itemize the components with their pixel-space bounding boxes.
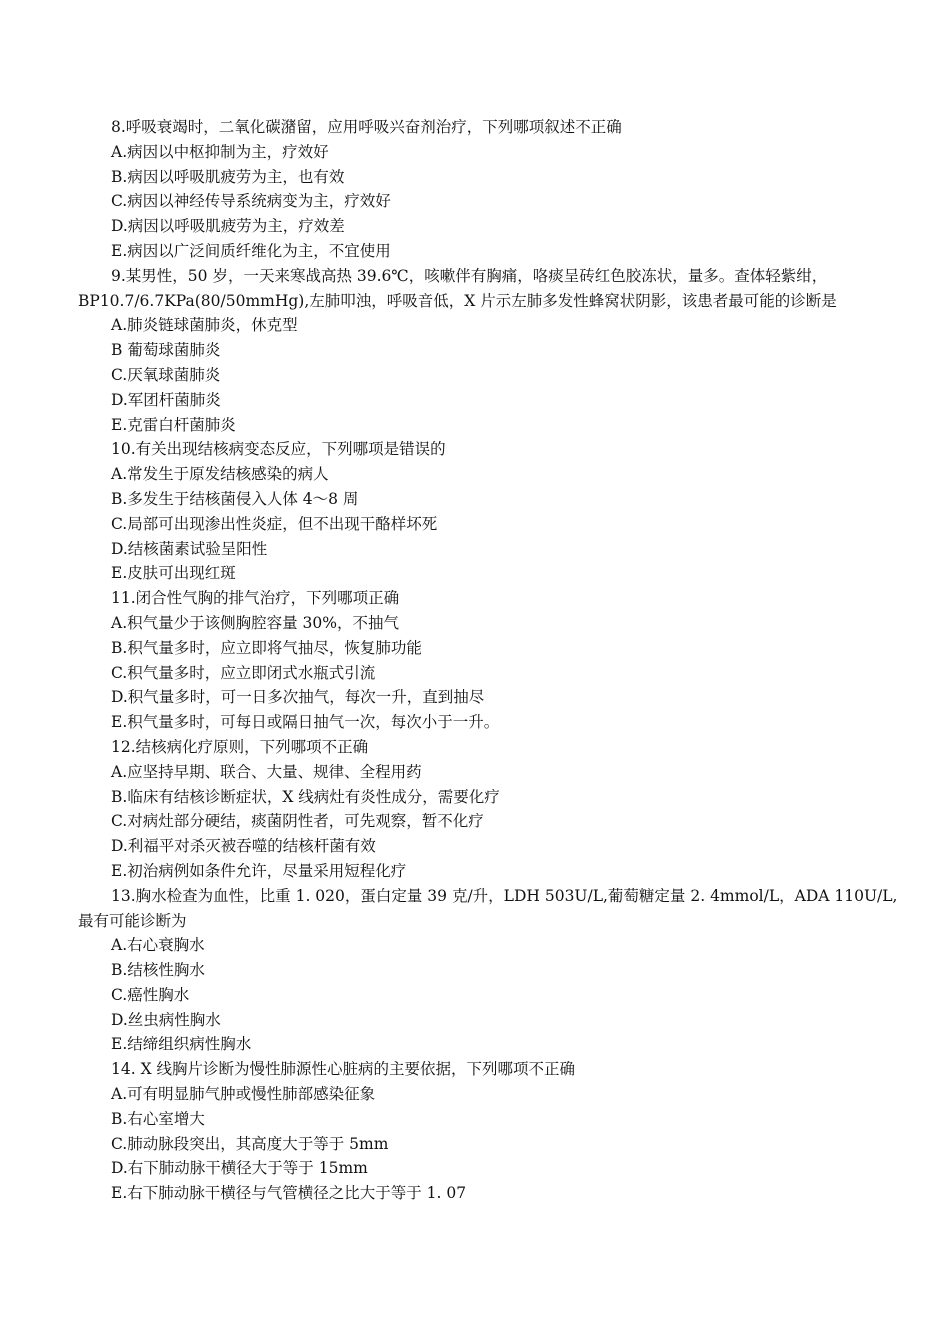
option-d: D.利福平对杀灭被吞噬的结核杆菌有效	[111, 837, 376, 856]
option-d: D.丝虫病性胸水	[111, 1010, 221, 1029]
option-e: E.右下肺动脉干横径与气管横径之比大于等于 1. 07	[111, 1184, 467, 1203]
option-c: C.局部可出现渗出性炎症，但不出现干酪样坏死	[111, 514, 438, 533]
option-e: E.皮肤可出现红斑	[111, 564, 236, 583]
option-d: D.右下肺动脉干横径大于等于 15mm	[111, 1159, 368, 1178]
question-8	[78, 115, 878, 264]
option-a: A.病因以中枢抑制为主，疗效好	[111, 142, 329, 161]
question-stem: 9.某男性，50 岁，一天来寒战高热 39.6℃，咳嗽伴有胸痛，咯痰呈砖红色胶冻状，量多。查体轻紫绀，	[111, 266, 828, 285]
question-stem: 11.闭合性气胸的排气治疗，下列哪项正确	[111, 589, 400, 608]
question-11	[78, 586, 878, 735]
option-c: C.病因以神经传导系统病变为主，疗效好	[111, 192, 391, 211]
option-b: B.结核性胸水	[111, 961, 205, 980]
option-b: B.多发生于结核菌侵入人体 4～8 周	[111, 489, 359, 508]
option-b: B 葡萄球菌肺炎	[111, 341, 221, 360]
question-14	[78, 1057, 878, 1206]
question-stem-continued: BP10.7/6.7KPa(80/50mmHg),左肺叩浊，呼吸音低，X 片示左肺多发性蜂窝状阴影，该患者最可能的诊断是	[78, 291, 837, 310]
question-stem: 14. X 线胸片诊断为慢性肺源性心脏病的主要依据，下列哪项不正确	[111, 1060, 576, 1079]
option-a: A.应坚持早期、联合、大量、规律、全程用药	[111, 762, 422, 781]
option-a: A.肺炎链球菌肺炎，休克型	[111, 316, 298, 335]
option-e: E.积气量多时，可每日或隔日抽气一次，每次小于一升。	[111, 713, 500, 732]
option-c: C.积气量多时，应立即闭式水瓶式引流	[111, 663, 376, 682]
question-9	[78, 264, 878, 438]
option-e: E.病因以广泛间质纤维化为主，不宜使用	[111, 241, 391, 260]
question-stem: 13.胸水检查为血性，比重 1. 020，蛋白定量 39 克/升，LDH 503U/L,葡萄糖定量 2. 4mmol/L，ADA 110U/L,	[111, 886, 898, 905]
question-stem: 12.结核病化疗原则，下列哪项不正确	[111, 737, 369, 756]
option-b: B.积气量多时，应立即将气抽尽，恢复肺功能	[111, 638, 422, 657]
option-e: E.初治病例如条件允许，尽量采用短程化疗	[111, 861, 407, 880]
question-stem-continued: 最有可能诊断为	[78, 911, 187, 930]
question-list	[78, 115, 898, 1206]
option-c: C.厌氧球菌肺炎	[111, 365, 221, 384]
option-a: A.常发生于原发结核感染的病人	[111, 465, 329, 484]
option-b: B.右心室增大	[111, 1109, 205, 1128]
option-a: A.可有明显肺气肿或慢性肺部感染征象	[111, 1085, 376, 1104]
question-stem: 8.呼吸衰竭时，二氧化碳潴留，应用呼吸兴奋剂治疗，下列哪项叙述不正确	[111, 118, 622, 136]
option-c: C.癌性胸水	[111, 985, 190, 1004]
option-e: E.克雷白杆菌肺炎	[111, 415, 236, 434]
question-13	[78, 884, 898, 1058]
option-b: B.临床有结核诊断症状，X 线病灶有炎性成分，需要化疗	[111, 787, 500, 806]
option-a: A.积气量少于该侧胸腔容量 30%，不抽气	[111, 613, 399, 632]
question-10	[78, 437, 878, 586]
option-c: C.肺动脉段突出，其高度大于等于 5mm	[111, 1134, 389, 1153]
question-12	[78, 735, 878, 884]
option-c: C.对病灶部分硬结，痰菌阴性者，可先观察，暂不化疗	[111, 812, 484, 831]
option-a: A.右心衰胸水	[111, 936, 205, 955]
option-d: D.病因以呼吸肌疲劳为主，疗效差	[111, 217, 345, 236]
option-d: D.积气量多时，可一日多次抽气，每次一升，直到抽尽	[111, 688, 485, 707]
option-d: D.结核菌素试验呈阳性	[111, 539, 268, 558]
option-e: E.结缔组织病性胸水	[111, 1035, 252, 1054]
option-b: B.病因以呼吸肌疲劳为主，也有效	[111, 167, 345, 186]
question-stem: 10.有关出现结核病变态反应，下列哪项是错误的	[111, 440, 446, 459]
option-d: D.军团杆菌肺炎	[111, 390, 221, 409]
